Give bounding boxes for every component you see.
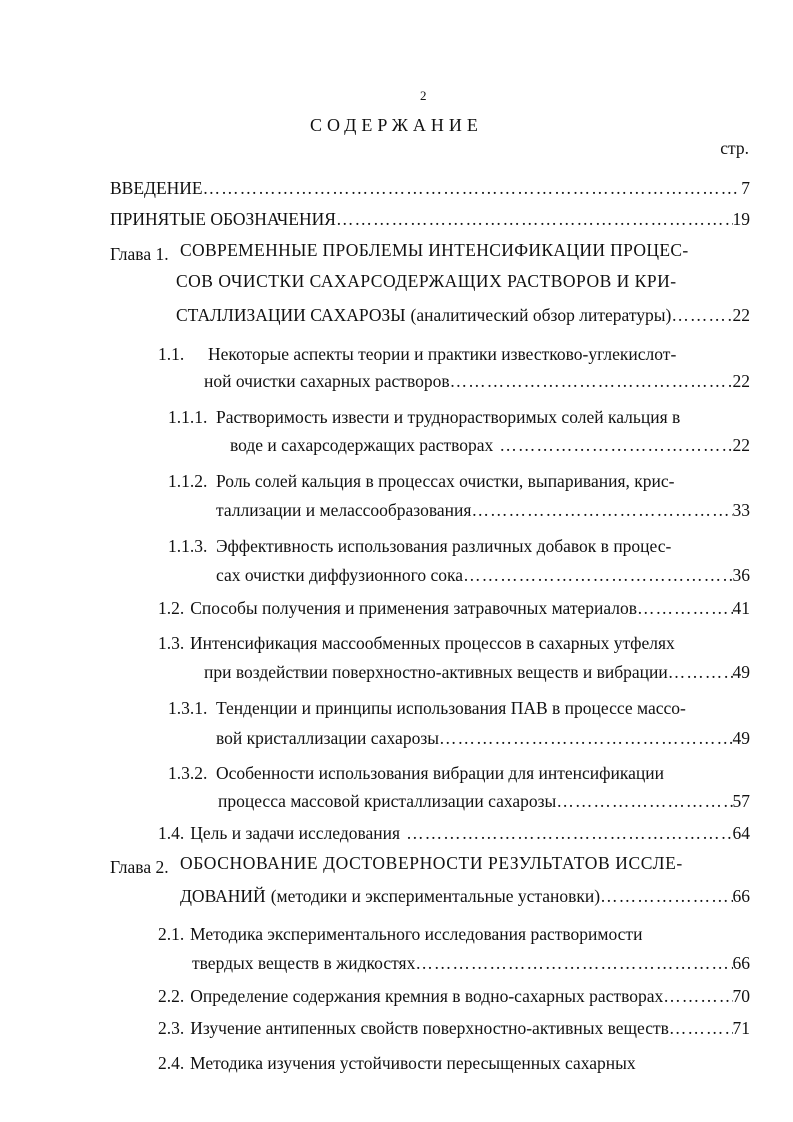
section-number: 1.4. [158,823,185,843]
dot-leader [671,305,732,326]
toc-page-number: 22 [732,435,750,455]
toc-line-text: (методики и экспериментальные установки) [270,886,601,906]
dot-leader [336,209,733,230]
dot-leader [450,371,733,392]
toc-line-text: процесса массовой кристаллизации сахарозы [218,791,557,811]
toc-page-number: 41 [732,598,750,618]
toc-line-text: Цель и задачи исследования [190,823,401,843]
chapter-2-title-line-2[interactable] [180,886,750,912]
chapter-2-title-line-1[interactable] [180,853,714,879]
toc-line-text: Определение содержания кремния в водно-сахарных растворах [190,986,664,1006]
dot-leader [406,823,732,844]
section-1-3-1-line-2[interactable] [216,728,750,754]
section-2-4-line-1[interactable]: Методика изучения устойчивости пересыщенных сахарных [190,1053,636,1073]
dot-leader [499,435,732,456]
section-1-1-2-line-1[interactable]: Роль солей кальция в процессах очистки, выпаривания, крис- [216,471,675,491]
section-1-1-1-line-1[interactable]: Растворимость извести и труднорастворимых солей кальция в [216,407,681,427]
section-number: 1.1. [158,344,185,364]
section-1-1-3-line-2[interactable] [216,565,750,591]
toc-page-number: 66 [732,953,750,973]
page-column-label: стр. [720,138,749,158]
toc-line-text: СОВРЕМЕННЫЕ ПРОБЛЕМЫ ИНТЕНСИФИКАЦИИ ПРОЦЕС- [180,240,689,260]
section-2-3[interactable] [158,1018,750,1044]
page-number: 2 [420,88,427,103]
toc-page-number: 70 [732,986,750,1006]
section-1-3-line-2[interactable] [204,662,750,688]
toc-page-number: 36 [732,565,750,585]
section-number: 2.4. [158,1053,185,1073]
chapter-1-title-line-3[interactable] [176,305,750,331]
toc-page-number: 7 [741,178,750,198]
toc-line-text: твердых веществ в жидкостях [192,953,416,973]
section-2-1-line-2[interactable] [192,953,750,979]
toc-line-text: (аналитический обзор литературы) [410,305,672,325]
section-number: 1.3. [158,633,185,653]
section-number: 1.1.3. [168,536,208,556]
dot-leader [663,986,732,1007]
section-number: 1.3.1. [168,698,208,718]
toc-page-number: 33 [732,500,750,520]
section-1-1-3-line-1[interactable]: Эффективность использования различных добавок в процес- [216,536,672,556]
dot-leader [556,791,732,812]
toc-line-text-caps: ДОВАНИЙ [180,886,266,906]
dot-leader [439,728,733,749]
section-1-3-2-line-2[interactable] [218,791,750,817]
toc-page-number: 49 [732,728,750,748]
toc-page-number: 57 [732,791,750,811]
section-number: 1.3.2. [168,763,208,783]
dot-leader [637,598,732,619]
toc-page-number: 49 [732,662,750,682]
section-number: 1.2. [158,598,185,618]
chapter-1-title-line-2[interactable] [176,271,712,297]
toc-line-text: при воздействии поверхностно-активных веществ и вибрации [204,662,668,682]
section-1-3-line-1[interactable]: Интенсификация массообменных процессов в сахарных утфелях [190,633,675,653]
toc-line-text: Изучение антипенных свойств поверхностно-активных веществ [190,1018,669,1038]
section-1-2[interactable] [158,598,750,624]
toc-page-number: 22 [732,371,750,391]
dot-leader [668,662,733,683]
section-1-3-2-line-1[interactable]: Особенности использования вибрации для интенсификации [216,763,664,783]
dot-leader [463,565,732,586]
page-title: СОДЕРЖАНИЕ [310,115,483,135]
toc-line-text: СОВ ОЧИСТКИ САХАРСОДЕРЖАЩИХ РАСТВОРОВ И КРИ- [176,271,677,291]
section-number: 2.3. [158,1018,185,1038]
chapter-1-label: Глава 1. [110,244,169,264]
dot-leader [669,1018,733,1039]
toc-line-text: Способы получения и применения затравочных материалов [190,598,638,618]
toc-page-number: 22 [732,305,750,325]
toc-page-number: 66 [732,886,750,906]
toc-line-text: таллизации и мелассообразования [216,500,472,520]
toc-entry-title: ПРИНЯТЫЕ ОБОЗНАЧЕНИЯ [110,209,336,229]
section-2-1-line-1[interactable]: Методика экспериментального исследования растворимости [190,924,643,944]
dot-leader [600,886,732,907]
dot-leader [415,953,732,974]
section-1-1-1-line-2[interactable] [230,435,750,461]
section-number: 1.1.1. [168,407,208,427]
toc-page-number: 71 [732,1018,750,1038]
section-number: 2.2. [158,986,185,1006]
section-number: 2.1. [158,924,185,944]
section-1-1-2-line-2[interactable] [216,500,750,526]
section-number: 1.1.2. [168,471,208,491]
toc-line-text: ОБОСНОВАНИЕ ДОСТОВЕРНОСТИ РЕЗУЛЬТАТОВ ИССЛЕ- [180,853,683,873]
toc-line-text: сах очистки диффузионного сока [216,565,464,585]
toc-page-number: 19 [732,209,750,229]
dot-leader [471,500,732,521]
section-1-4[interactable] [158,823,750,849]
toc-entry-intro[interactable] [110,178,750,204]
section-2-2[interactable] [158,986,750,1012]
section-1-1-line-2[interactable] [204,371,750,397]
section-1-3-1-line-1[interactable]: Тенденции и принципы использования ПАВ в процессе массо- [216,698,686,718]
toc-line-text: воде и сахарсодержащих растворах [230,435,494,455]
section-1-1-line-1[interactable]: Некоторые аспекты теории и практики известково-углекислот- [208,344,677,364]
toc-page-number: 64 [732,823,750,843]
toc-entry-notation[interactable] [110,209,750,235]
toc-line-text: ной очистки сахарных растворов [204,371,450,391]
dot-leader [203,178,742,199]
chapter-2-label: Глава 2. [110,857,169,877]
chapter-1-title-line-1[interactable] [180,240,744,266]
toc-line-text-caps: СТАЛЛИЗАЦИИ САХАРОЗЫ [176,305,406,325]
toc-entry-title: ВВЕДЕНИЕ [110,178,203,198]
toc-line-text: вой кристаллизации сахарозы [216,728,439,748]
